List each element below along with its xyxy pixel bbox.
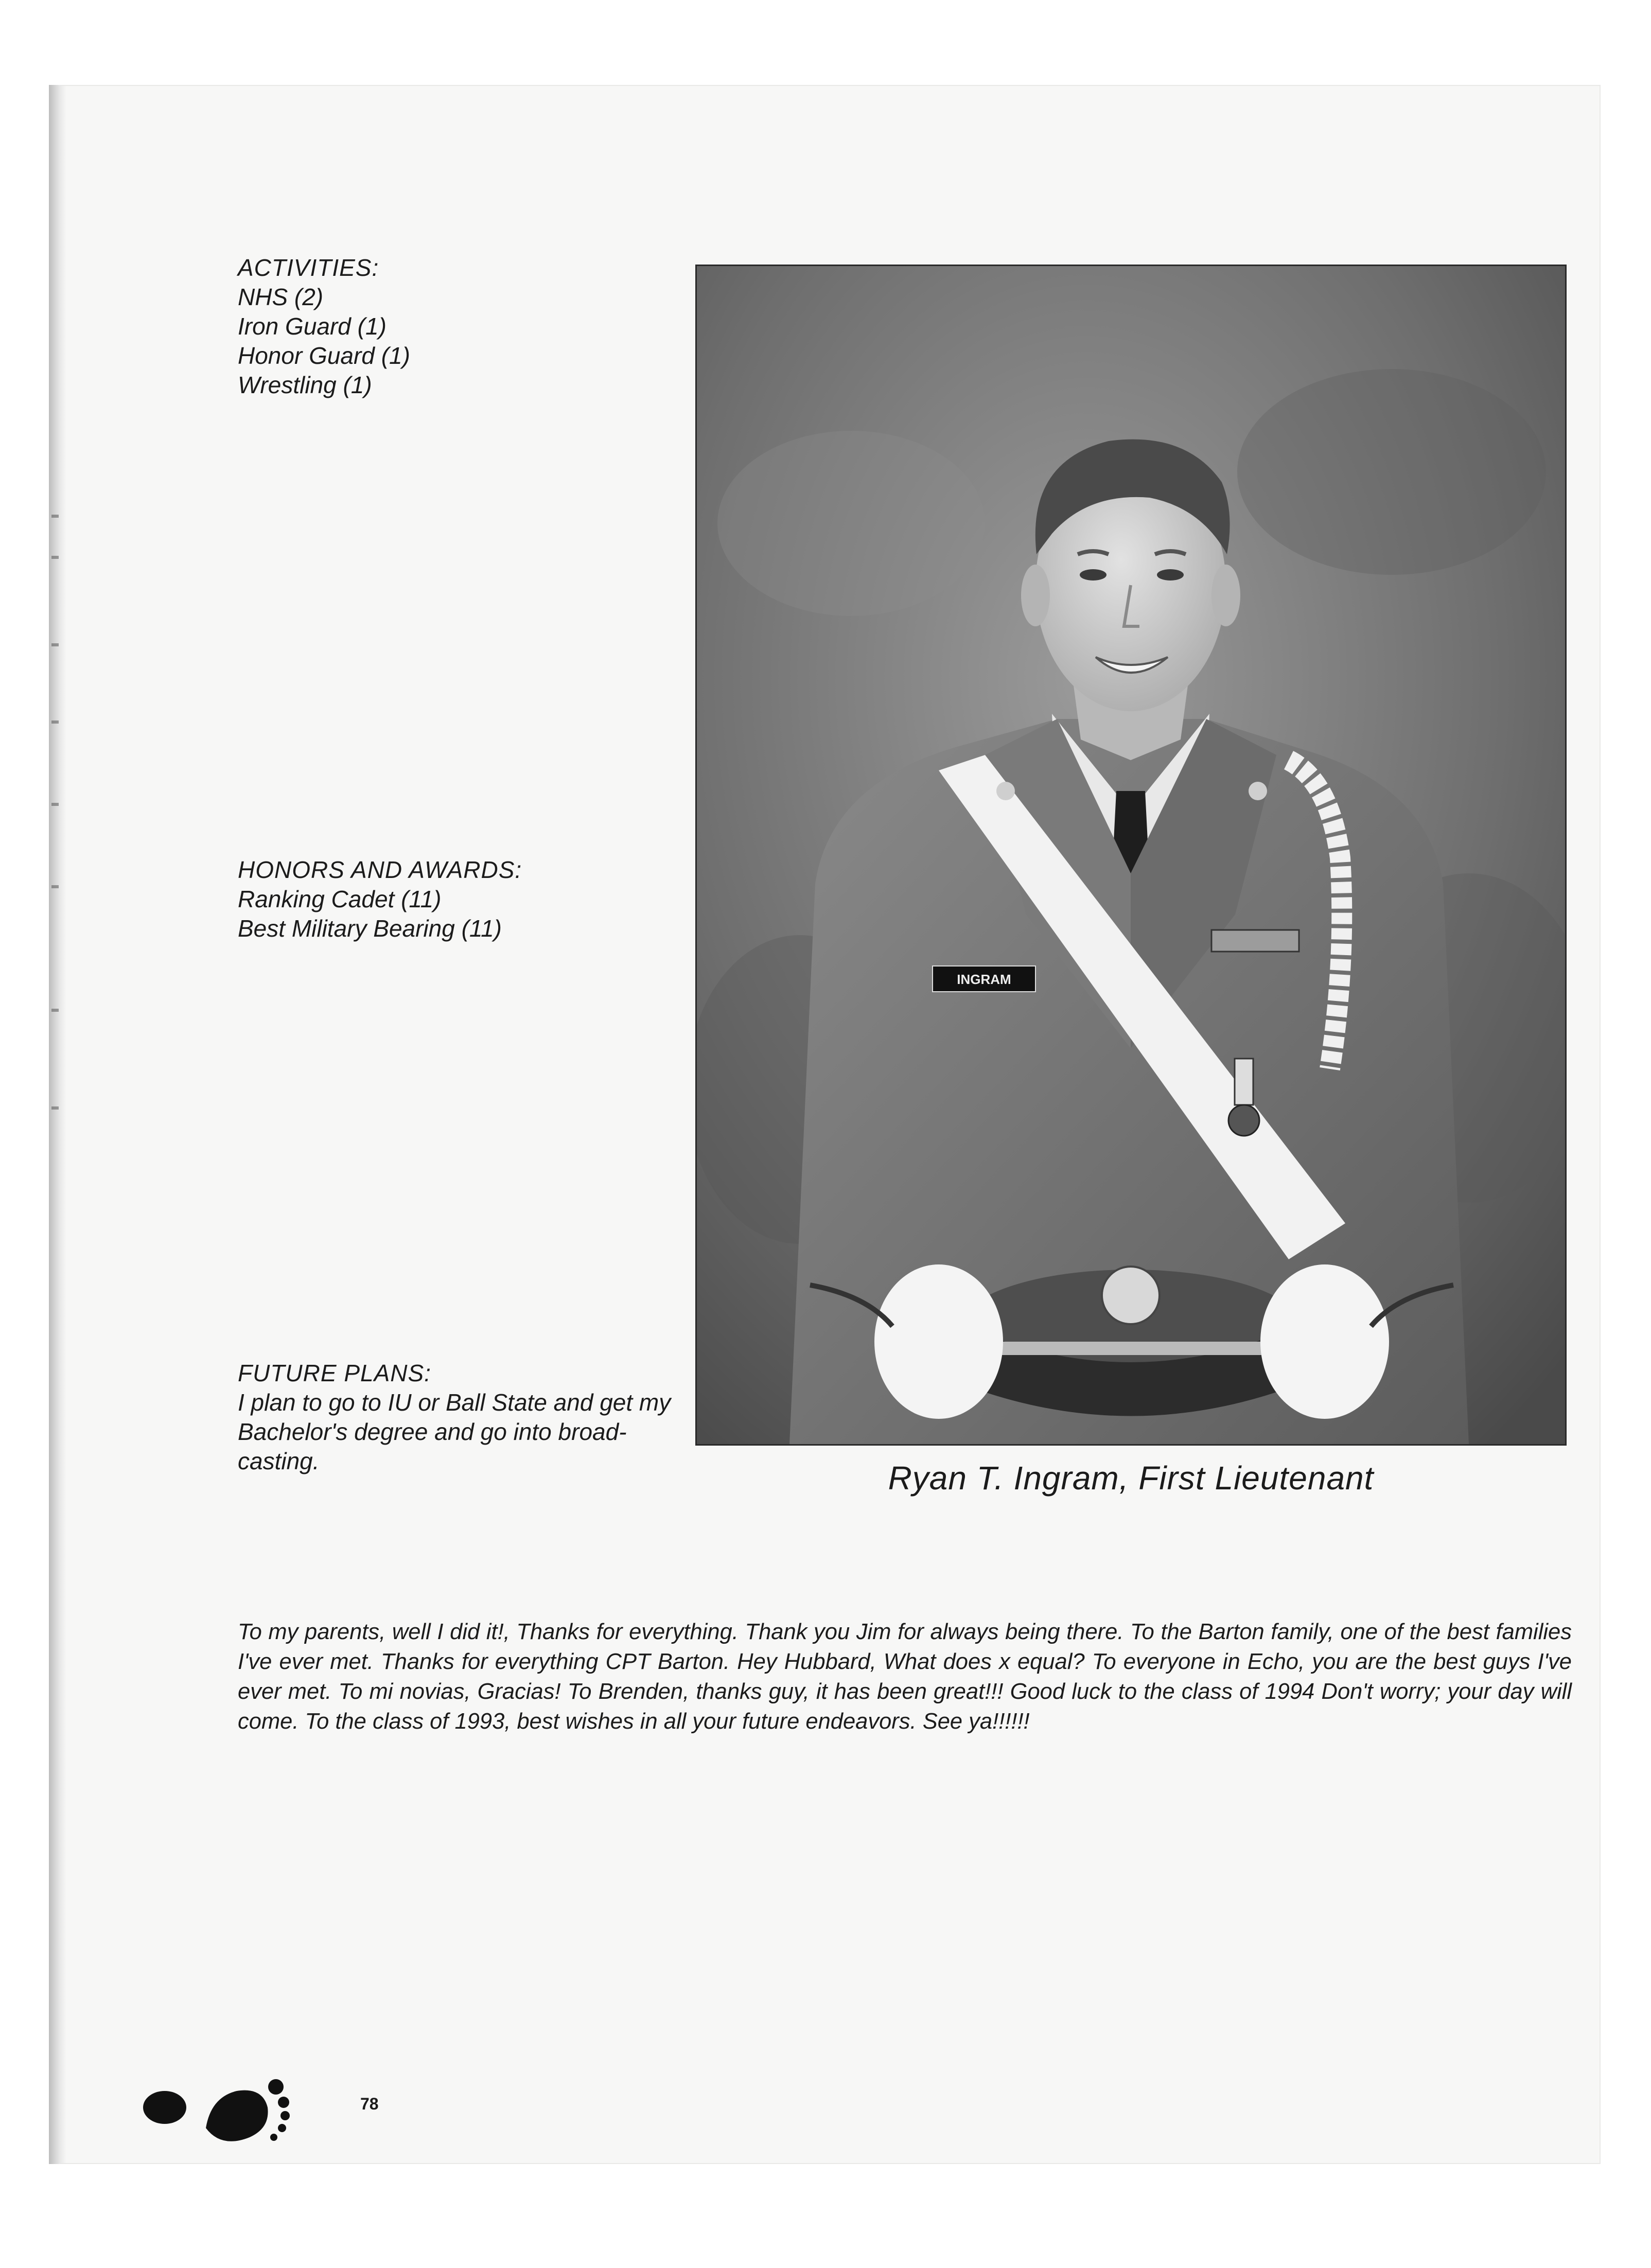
portrait-illustration: [697, 266, 1565, 1444]
footprints-icon: [139, 2051, 345, 2151]
binding-mark: [51, 1009, 59, 1012]
binding-edge: [49, 85, 66, 2164]
binding-mark: [51, 515, 59, 518]
honor-item: Ranking Cadet (11): [238, 886, 442, 912]
portrait-caption: Ryan T. Ingram, First Lieutenant: [888, 1460, 1374, 1497]
left-glove: [874, 1264, 1003, 1419]
cap-emblem: [1102, 1267, 1160, 1324]
activity-item: NHS (2): [238, 284, 324, 310]
name-tag-text: INGRAM: [957, 972, 1011, 987]
activities-heading: ACTIVITIES:: [238, 254, 379, 281]
page-number: 78: [360, 2095, 379, 2113]
senior-message: To my parents, well I did it!, Thanks for everything. Thank you Jim for always being there. To the Barton family, one of the best families I've ever met. Thanks for everything CPT Barton. Hey Hubbard, What does x equal? To everyone in Echo, you are the best guys I've ever met. To mi novias, Gracias! To Brenden, thanks guy, it has been great!!! Good luck to the class of 1994 Don't worry; your day will come. To the class of 1993, best wishes in all your future endeavors. See ya!!!!!!: [238, 1619, 1572, 1734]
cadet-portrait-photo: [695, 265, 1567, 1446]
activity-item: Honor Guard (1): [238, 342, 410, 369]
honors-heading: HONORS AND AWARDS:: [238, 856, 522, 883]
activities-section: [238, 253, 691, 400]
activity-item: Wrestling (1): [238, 372, 372, 398]
binding-mark: [51, 720, 59, 724]
ribbon-bar: [1211, 930, 1299, 952]
future-plans-section: [238, 1359, 680, 1476]
binding-mark: [51, 885, 59, 888]
binding-mark: [51, 556, 59, 559]
future-plans-text: I plan to go to IU or Ball State and get my Bachelor's degree and go into broad-casting.: [238, 1389, 671, 1474]
future-plans-heading: FUTURE PLANS:: [238, 1360, 431, 1386]
honor-item: Best Military Bearing (11): [238, 915, 502, 942]
binding-mark: [51, 1106, 59, 1110]
binding-mark: [51, 643, 59, 646]
right-glove: [1260, 1264, 1389, 1419]
activity-item: Iron Guard (1): [238, 313, 387, 340]
binding-mark: [51, 803, 59, 806]
honors-section: [238, 855, 691, 943]
medal: [1228, 1105, 1259, 1136]
